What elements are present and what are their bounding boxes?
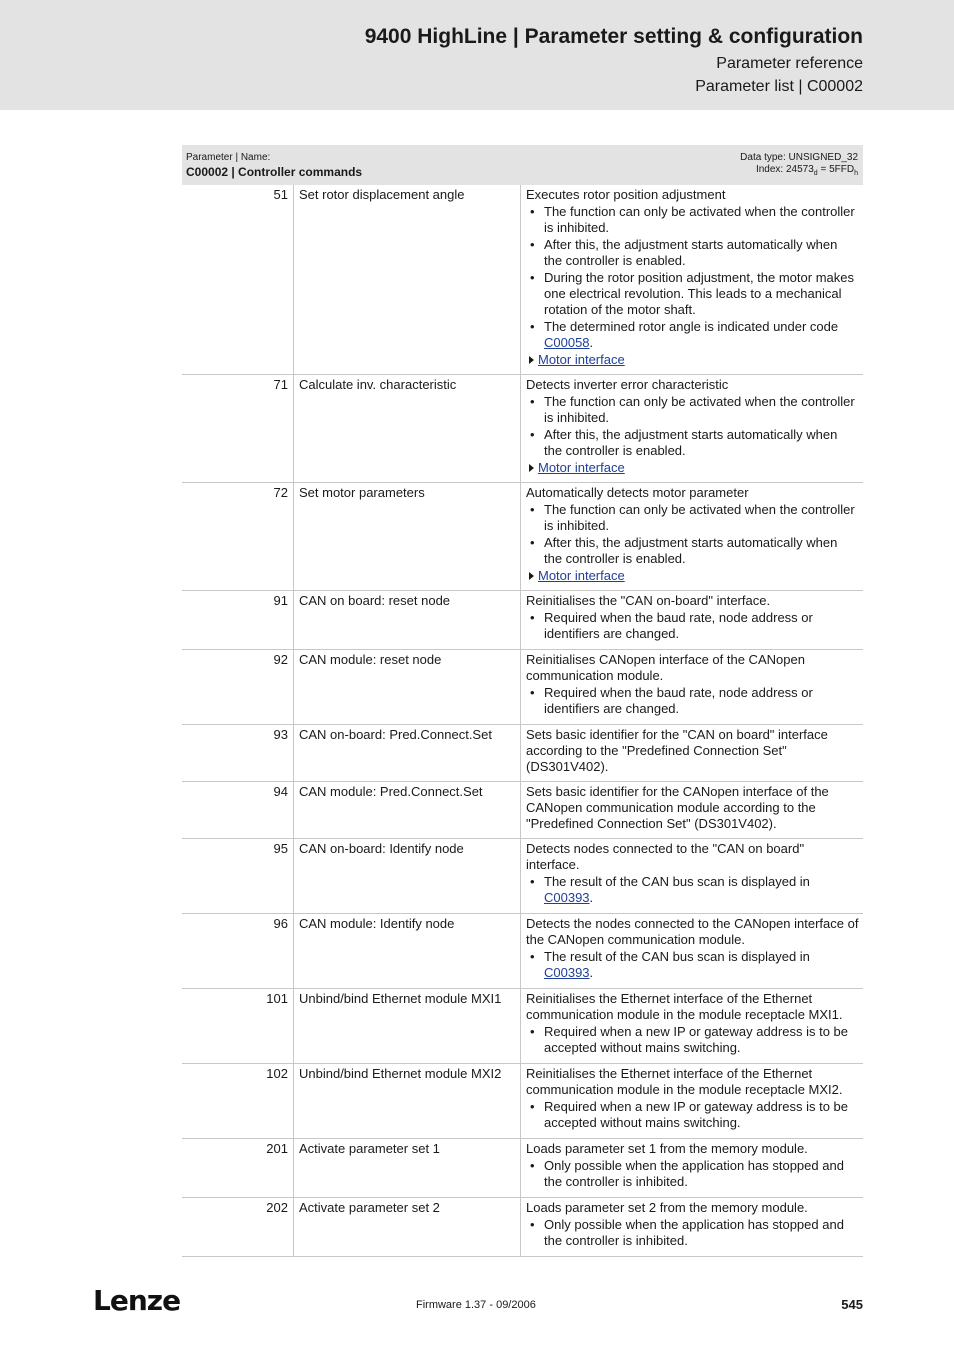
link-c00393[interactable]: C00393 — [544, 890, 590, 905]
list-item: • Required when the baud rate, node address or identifiers are changed. — [530, 610, 813, 641]
parameter-label: Parameter | Name: — [186, 152, 271, 163]
row-name: CAN on-board: Pred.Connect.Set — [294, 725, 521, 781]
subsection-title: Parameter list | C00002 — [695, 78, 863, 95]
row-description: Detects nodes connected to the "CAN on board" interface. • The result of the CAN bus scan is displayed in C00393. — [521, 839, 863, 913]
row-value: 51 — [182, 185, 294, 374]
arrow-right-icon — [529, 464, 534, 472]
list-item: • Only possible when the application has stopped and the controller is inhibited. — [530, 1158, 844, 1189]
parameter-name: C00002 | Controller commands — [186, 165, 363, 179]
table-row — [182, 591, 863, 650]
motor-interface-link[interactable]: Motor interface — [538, 352, 625, 367]
table-row — [182, 1064, 863, 1139]
list-item: • The function can only be activated when the controller is inhibited. — [530, 502, 855, 533]
row-name: Unbind/bind Ethernet module MXI2 — [294, 1064, 521, 1138]
link-c00393[interactable]: C00393 — [544, 965, 590, 980]
list-item: • Only possible when the application has stopped and the controller is inhibited. — [530, 1217, 844, 1248]
list-item: • After this, the adjustment starts automatically when the controller is enabled. — [530, 535, 838, 566]
parameter-index: Index: $24573_d = 5FFD_h$ — [755, 164, 858, 177]
row-value: 93 — [182, 725, 294, 781]
table-row — [182, 989, 863, 1064]
row-value: 91 — [182, 591, 294, 649]
row-name: Activate parameter set 1 — [294, 1139, 521, 1197]
list-item: • The result of the CAN bus scan is displayed in C00393. — [530, 874, 810, 905]
list-item: • After this, the adjustment starts automatically when the controller is enabled. — [530, 427, 838, 458]
row-description: Reinitialises the Ethernet interface of the Ethernet communication module in the module receptacle MXI2. • Required when a new IP or gateway address is to be accepted without mains switching. — [521, 1064, 863, 1138]
row-description: Reinitialises the "CAN on-board" interface. • Required when the baud rate, node address or identifiers are changed. — [521, 591, 863, 649]
list-item: • Required when a new IP or gateway address is to be accepted without mains switching. — [530, 1024, 848, 1055]
row-description: Detects the nodes connected to the CANopen interface of the CANopen communication module. • The result of the CAN bus scan is displayed in C00393. — [526, 916, 859, 980]
table-header — [182, 145, 863, 185]
row-name: Activate parameter set 2 — [294, 1198, 521, 1256]
row-description: Loads parameter set 1 from the memory module. • Only possible when the application has stopped and the controller is inhibited. — [521, 1139, 863, 1197]
list-item: • The determined rotor angle is indicated under code C00058. — [530, 319, 839, 350]
row-description: Detects inverter error characteristic • The function can only be activated when the controller is inhibited. • After this, the adjustment starts automatically when the controller is enabled. Motor interface — [521, 375, 863, 482]
row-name: Unbind/bind Ethernet module MXI1 — [294, 989, 521, 1063]
list-item: • Required when a new IP or gateway address is to be accepted without mains switching. — [530, 1099, 848, 1130]
section-title: Parameter reference — [716, 55, 863, 72]
row-description: Reinitialises the Ethernet interface of the Ethernet communication module in the module receptacle MXI1. • Required when a new IP or gateway address is to be accepted without mains switching. — [521, 989, 863, 1063]
motor-interface-link[interactable]: Motor interface — [538, 460, 625, 475]
row-description: Reinitialises CANopen interface of the CANopen communication module. • Required when the baud rate, node address or identifiers are changed. — [521, 650, 863, 724]
row-value: 72 — [182, 483, 294, 590]
table-row — [182, 1198, 863, 1257]
row-value: 201 — [182, 1139, 294, 1197]
table-row — [182, 839, 863, 914]
firmware-version: Firmware 1.37 - 09/2006 — [416, 1299, 536, 1311]
page-number: 545 — [841, 1297, 863, 1312]
arrow-right-icon — [529, 572, 534, 580]
row-description: Sets basic identifier for the CANopen interface of the CANopen communication module according to the "Predefined Connection Set" (DS301V402). — [526, 784, 829, 831]
row-description: Sets basic identifier for the "CAN on board" interface according to the "Predefined Connection Set" (DS301V402). — [526, 727, 828, 774]
motor-interface-link[interactable]: Motor interface — [538, 568, 625, 583]
row-value: 202 — [182, 1198, 294, 1256]
row-value: 92 — [182, 650, 294, 724]
table-row — [182, 375, 863, 483]
row-name: CAN module: Identify node — [294, 914, 521, 988]
row-name: CAN on-board: Identify node — [294, 839, 521, 913]
list-item: • Required when the baud rate, node address or identifiers are changed. — [530, 685, 813, 716]
table-row — [182, 185, 863, 375]
data-type: Data type: UNSIGNED_32 — [740, 152, 858, 163]
table-row — [182, 914, 863, 989]
document-title: 9400 HighLine | Parameter setting & configuration — [364, 25, 863, 48]
row-name: CAN on board: reset node — [294, 591, 521, 649]
list-item: • The function can only be activated when the controller is inhibited. — [530, 394, 855, 425]
row-value: 71 — [182, 375, 294, 482]
row-description: Executes rotor position adjustment • The function can only be activated when the controller is inhibited. • After this, the adjustment starts automatically when the controller is enabled. • During the rotor position adjustment, the motor makes one electrical revolution. This leads to a mechanical rotation of the motor shaft. • The determined rotor angle is indicated under code C00058. Motor interface — [521, 185, 863, 374]
row-name: CAN module: reset node — [294, 650, 521, 724]
row-description: Loads parameter set 2 from the memory module. • Only possible when the application has stopped and the controller is inhibited. — [521, 1198, 863, 1256]
table-row — [182, 725, 863, 782]
list-item: • After this, the adjustment starts automatically when the controller is enabled. — [530, 237, 838, 268]
row-name: CAN module: Pred.Connect.Set — [294, 782, 521, 838]
table-row — [182, 1139, 863, 1198]
row-name: Calculate inv. characteristic — [294, 375, 521, 482]
lenze-logo: Lenze — [93, 1284, 181, 1317]
link-c00058[interactable]: C00058 — [544, 335, 590, 350]
row-description: Automatically detects motor parameter • The function can only be activated when the controller is inhibited. • After this, the adjustment starts automatically when the controller is enabled. Motor interface — [521, 483, 863, 590]
table-row — [182, 650, 863, 725]
row-value: 96 — [182, 914, 294, 988]
arrow-right-icon — [529, 356, 534, 364]
parameter-table — [182, 145, 863, 1257]
row-name: Set motor parameters — [294, 483, 521, 590]
page-header — [0, 0, 954, 110]
list-item: • During the rotor position adjustment, the motor makes one electrical revolution. This leads to a mechanical rotation of the motor shaft. — [530, 270, 854, 317]
row-name: Set rotor displacement angle — [294, 185, 521, 374]
list-item: • The function can only be activated when the controller is inhibited. — [530, 204, 855, 235]
row-value: 101 — [182, 989, 294, 1063]
row-value: 94 — [182, 782, 294, 838]
table-row — [182, 782, 863, 839]
list-item: • The result of the CAN bus scan is displayed in C00393. — [530, 949, 810, 980]
table-row — [182, 483, 863, 591]
row-value: 102 — [182, 1064, 294, 1138]
row-value: 95 — [182, 839, 294, 913]
